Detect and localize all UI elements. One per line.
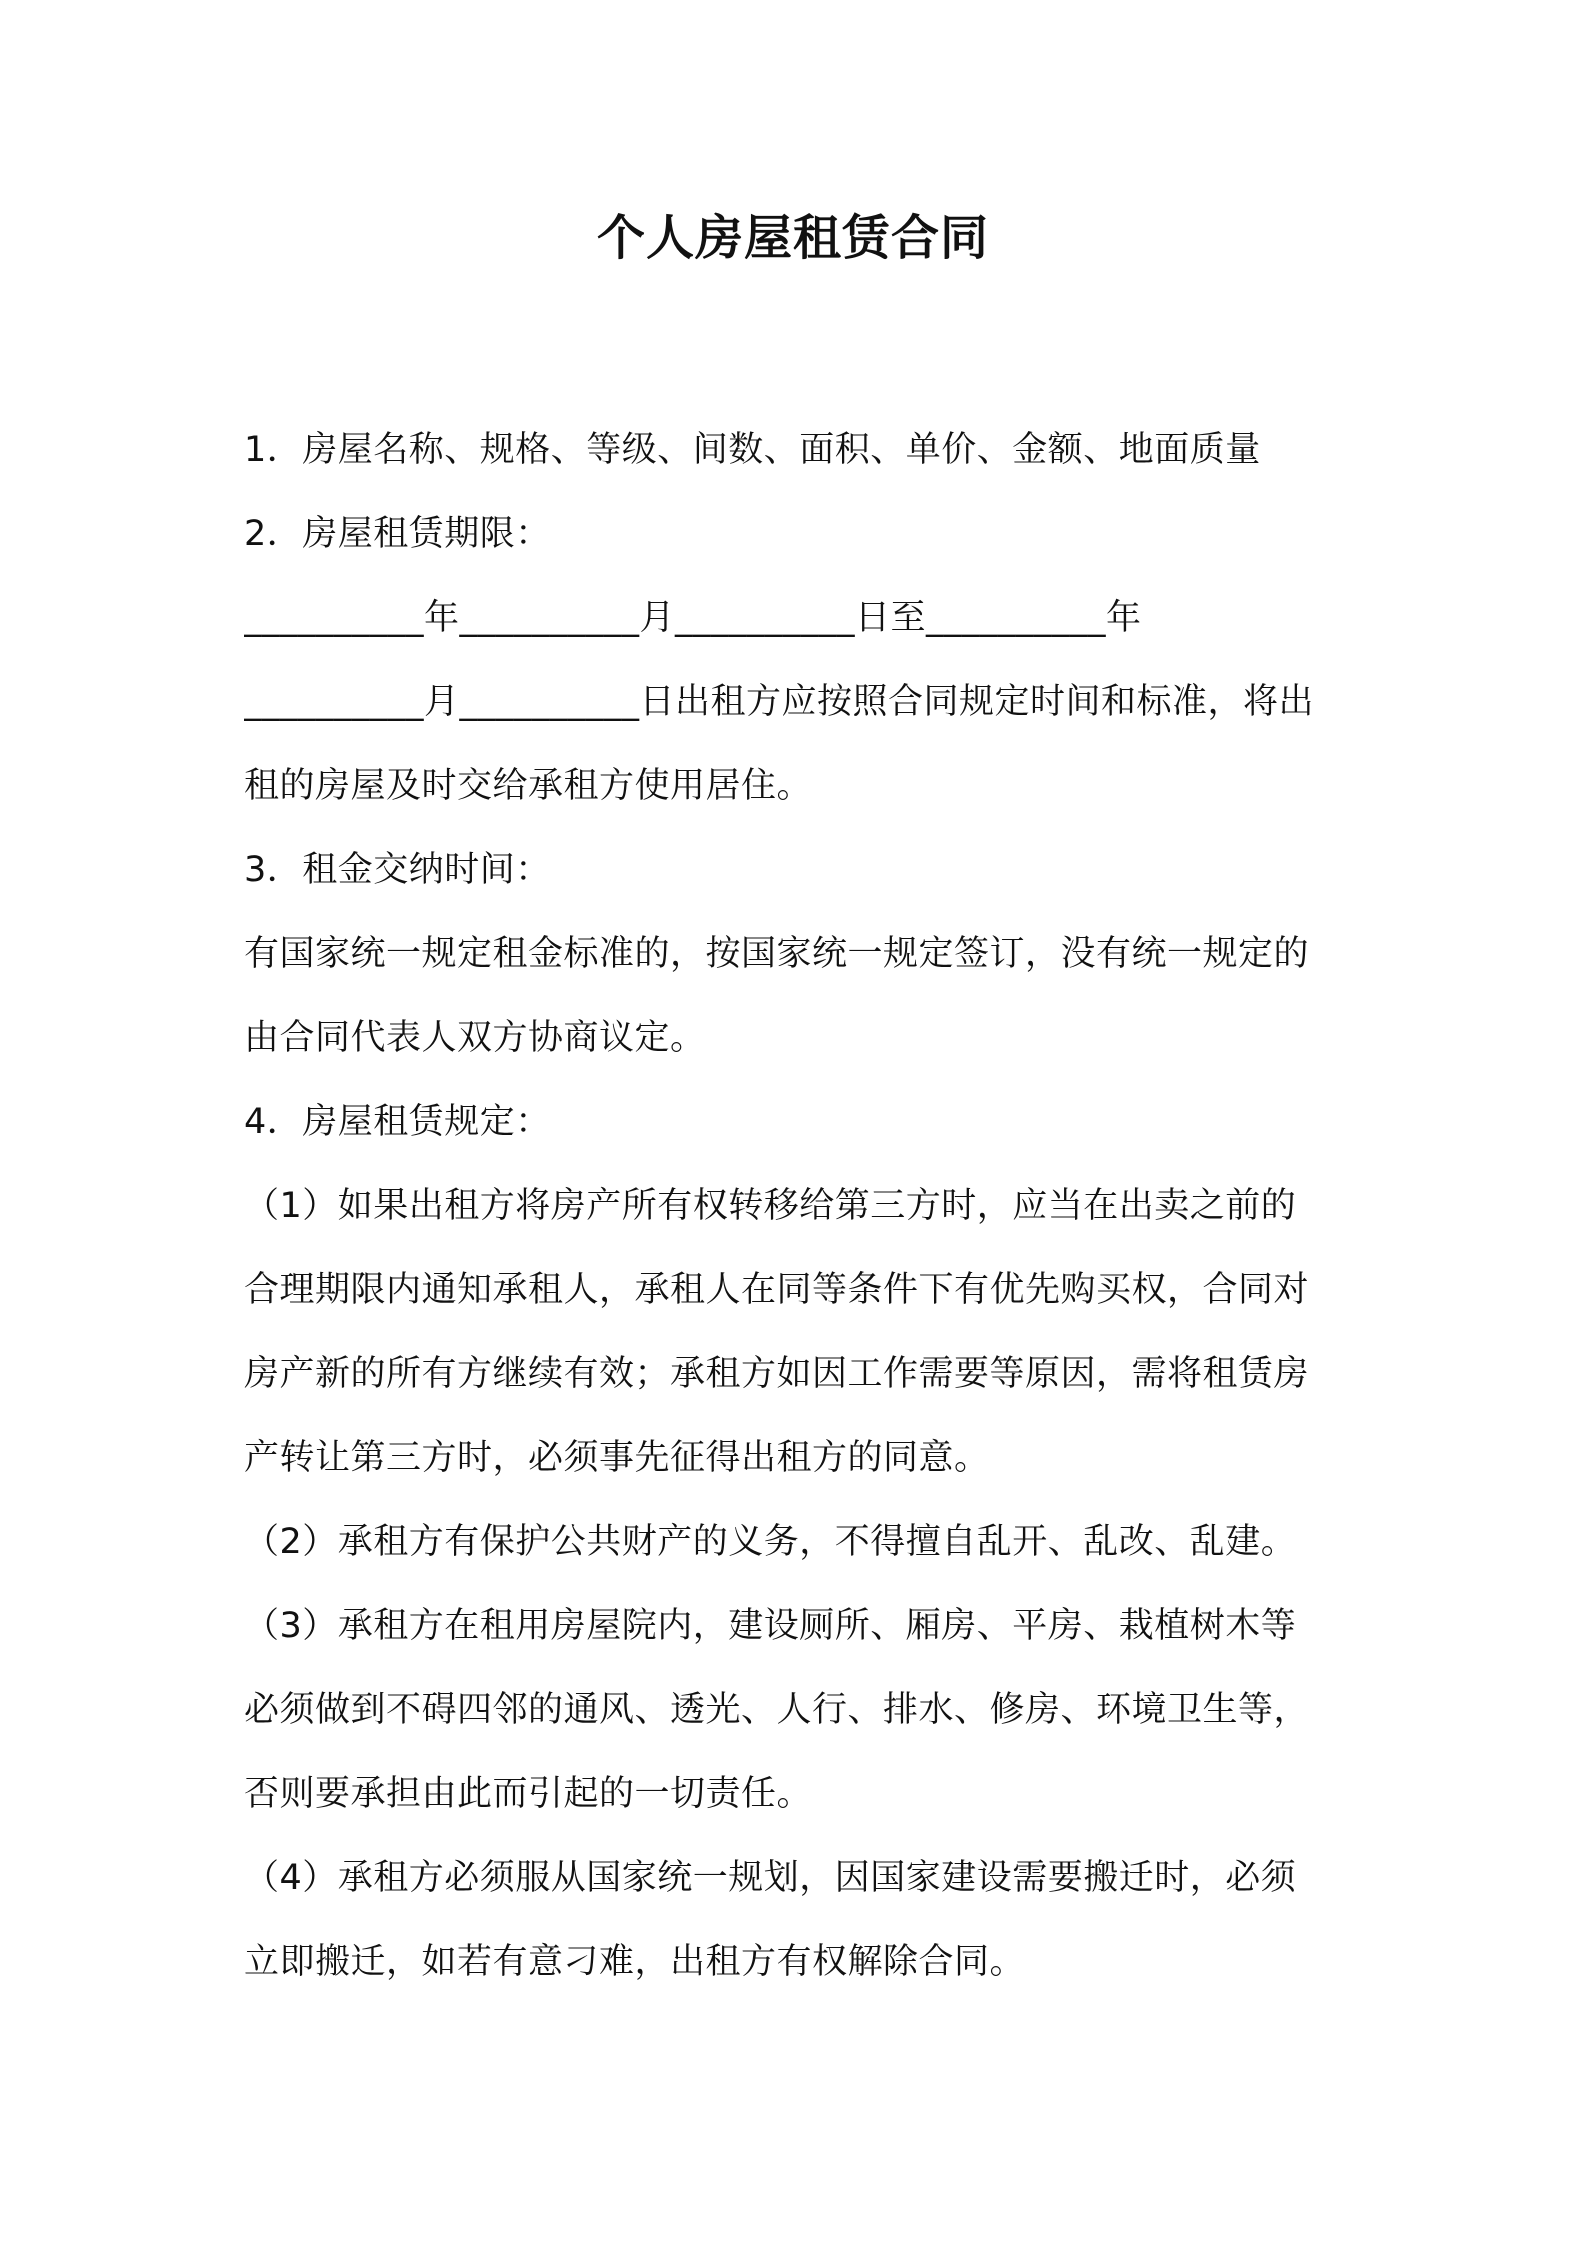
clause-2-text-line: 租的房屋及时交给承租方使用居住。 bbox=[244, 766, 813, 806]
clause-4-item-1-line: （1）如果出租方将房产所有权转移给第三方时，应当在出卖之前的 bbox=[244, 1186, 1297, 1226]
clause-4-item-3-line: （3）承租方在租用房屋院内，建设厕所、厢房、平房、栽植树木等 bbox=[244, 1606, 1297, 1646]
clause-4-item-1-line: 房产新的所有方继续有效；承租方如因工作需要等原因，需将租赁房 bbox=[244, 1354, 1310, 1394]
clause-4-item-1-line: 合理期限内通知承租人，承租人在同等条件下有优先购买权，合同对 bbox=[244, 1270, 1310, 1310]
clause-4-item-3-line: 否则要承担由此而引起的一切责任。 bbox=[244, 1774, 813, 1814]
clause-3-heading: 3．租金交纳时间： bbox=[244, 850, 551, 890]
clause-4-heading: 4．房屋租赁规定： bbox=[244, 1102, 551, 1142]
clause-2-text-line: __________年__________月__________日至__________年 bbox=[244, 598, 1142, 638]
clause-3-text-line: 由合同代表人双方协商议定。 bbox=[244, 1018, 706, 1058]
clause-3-text-line: 有国家统一规定租金标准的，按国家统一规定签订，没有统一规定的 bbox=[244, 934, 1310, 974]
clause-4-item-3-line: 必须做到不碍四邻的通风、透光、人行、排水、修房、环境卫生等， bbox=[244, 1690, 1310, 1730]
clause-4-item-1-line: 产转让第三方时，必须事先征得出租方的同意。 bbox=[244, 1438, 990, 1478]
clause-2-text-line: __________月__________日出租方应按照合同规定时间和标准，将出 bbox=[244, 682, 1315, 722]
document-body bbox=[244, 408, 1364, 2004]
clause-2-heading: 2．房屋租赁期限： bbox=[244, 514, 551, 554]
clause-4-item-2-line: （2）承租方有保护公共财产的义务，不得擅自乱开、乱改、乱建。 bbox=[244, 1522, 1297, 1562]
clause-4-item-4-line: 立即搬迁，如若有意刁难，出租方有权解除合同。 bbox=[244, 1942, 1026, 1982]
clause-4-item-4-line: （4）承租方必须服从国家统一规划，因国家建设需要搬迁时，必须 bbox=[244, 1858, 1297, 1898]
clause-1-heading: 1．房屋名称、规格、等级、间数、面积、单价、金额、地面质量 bbox=[244, 430, 1261, 470]
document-title: 个人房屋租赁合同 bbox=[596, 210, 989, 266]
